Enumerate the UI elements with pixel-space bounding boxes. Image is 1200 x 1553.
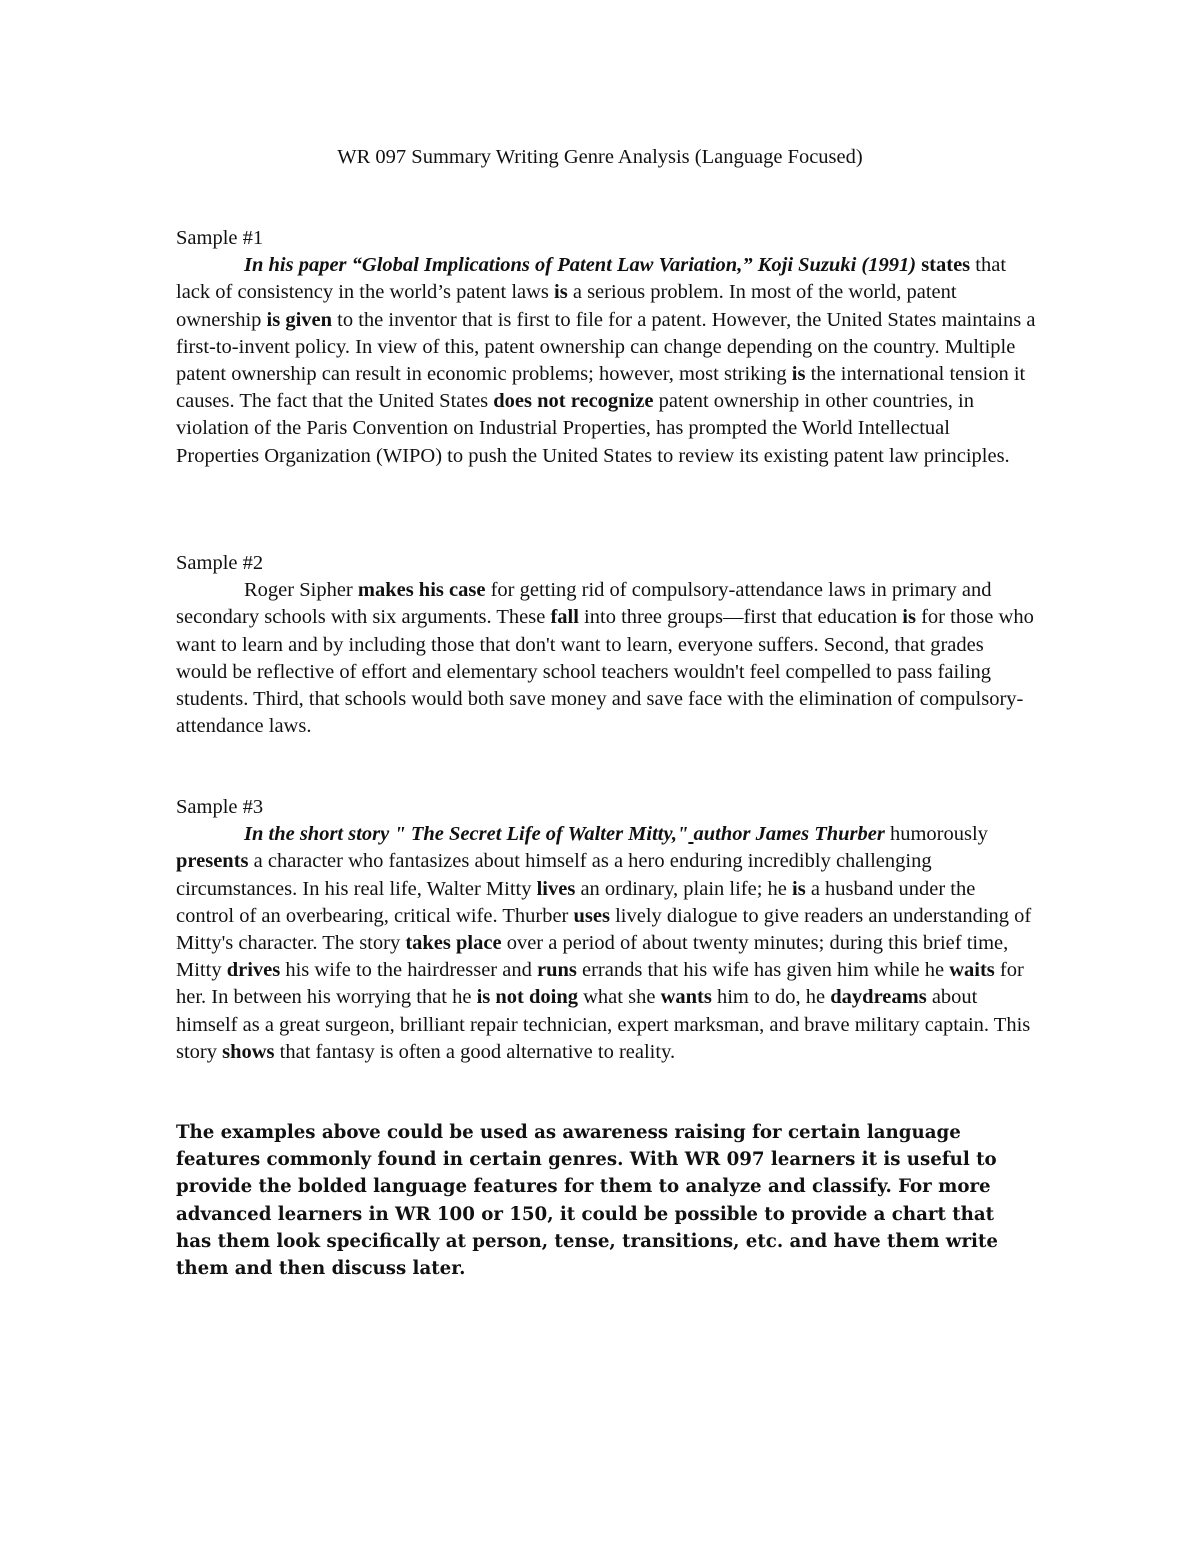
document-title: WR 097 Summary Writing Genre Analysis (Language Focused) [337, 146, 863, 168]
highlighted-phrase: In the short story " The Secret Life of Walter Mitty," [244, 823, 689, 846]
highlighted-phrase: takes place [405, 932, 502, 955]
text-run: his wife to the hairdresser and [280, 959, 537, 982]
highlighted-phrase: is given [266, 308, 333, 331]
text-run: for her. In between his worrying that he [176, 959, 1024, 1009]
highlighted-phrase: daydreams [830, 986, 927, 1009]
highlighted-phrase: lives [536, 877, 576, 900]
highlighted-phrase: states [921, 254, 971, 277]
highlighted-phrase: In his paper “Global Implications of Patent Law Variation,” Koji Suzuki (1991) [244, 254, 917, 277]
highlighted-phrase: wants [660, 986, 712, 1009]
highlighted-phrase: is [554, 281, 568, 304]
sample-2-body [176, 577, 1036, 740]
sample-3-body [176, 821, 1036, 1066]
highlighted-phrase: fall [550, 606, 579, 629]
highlighted-phrase: is [792, 877, 806, 900]
highlighted-phrase: runs [536, 959, 577, 982]
sample-1 [176, 225, 1036, 470]
highlighted-phrase: waits [949, 959, 995, 982]
text-run: for getting rid of compulsory-attendance laws in primary and secondary schools with six arguments. These [176, 579, 992, 629]
text-run: that lack of consistency in the world’s patent laws [176, 254, 1007, 304]
highlighted-phrase: makes his case [357, 579, 486, 602]
highlighted-phrase: shows [222, 1040, 275, 1063]
text-run: a husband under the control of an overbearing, critical wife. Thurber [176, 877, 976, 927]
highlighted-phrase: is [902, 606, 916, 629]
text-run: for those who want to learn and by including those that don't want to learn, everyone suffers. Second, that grades would be reflective of effort and elementary school teachers wouldn't feel compelled to pass failing students. Third, that schools would both save money and save face with the elimination of compulsory-attendance laws. [176, 606, 1034, 738]
highlighted-phrase: is not doing [476, 986, 578, 1009]
highlighted-phrase: presents [176, 850, 249, 873]
teaching-note: The examples above could be used as awareness raising for certain language features commonly found in certain genres. With WR 097 learners it is useful to provide the bolded language features for them to analyze and classify. For more advanced learners in WR 100 or 150, it could be possible to provide a chart that has them look specifically at person, tense, transitions, etc. and have them write them and then discuss later. [176, 1122, 998, 1280]
text-run: the international tension it causes. The fact that the United States [176, 363, 1026, 413]
text-run: lively dialogue to give readers an understanding of Mitty's character. The story [176, 904, 1032, 955]
text-run: humorously [884, 823, 988, 846]
highlighted-phrase: is [791, 363, 806, 386]
sample-3 [176, 794, 1036, 1066]
sample-1-label: Sample #1 [176, 227, 264, 249]
highlighted-phrase: drives [226, 959, 281, 982]
text-run: what she [578, 986, 661, 1009]
text-run: him to do, he [711, 986, 831, 1009]
highlighted-phrase: uses [573, 904, 610, 927]
text-run: that fantasy is often a good alternative to reality. [274, 1040, 676, 1063]
text-run: into three groups—first that education [578, 606, 903, 629]
text-run: about himself as a great surgeon, brilliant repair technician, expert marksman, and brave military captain. This story [176, 986, 1031, 1063]
text-run: to the inventor that is first to file for a patent. However, the United States maintains a first-to-invent policy. In view of this, patent ownership can change depending on the country. Multiple patent ownership can result in economic problems; however, most striking [176, 308, 1036, 386]
highlighted-phrase: does not recognize [493, 390, 654, 413]
text-run: a character who fantasizes about himself as a hero enduring incredibly challenging circumstances. In his real life, Walter Mitty [176, 850, 932, 900]
text-run: Roger Sipher [244, 579, 358, 602]
highlighted-phrase: author James Thurber [693, 823, 885, 846]
text-run: an ordinary, plain life; he [575, 877, 793, 900]
text-run: patent ownership in other countries, in violation of the Paris Convention on Industrial Properties, has prompted the World Intellectual Properties Organization (WIPO) to push the United States to review its existing patent law principles. [176, 390, 1010, 467]
text-run: a serious problem. In most of the world, patent ownership [176, 281, 957, 331]
sample-2 [176, 550, 1036, 740]
text-run: over a period of about twenty minutes; during this brief time, Mitty [176, 932, 1009, 982]
sample-1-body [176, 252, 1036, 470]
text-run: errands that his wife has given him while he [576, 959, 950, 982]
sample-2-label: Sample #2 [176, 552, 264, 574]
sample-3-label: Sample #3 [176, 796, 264, 818]
